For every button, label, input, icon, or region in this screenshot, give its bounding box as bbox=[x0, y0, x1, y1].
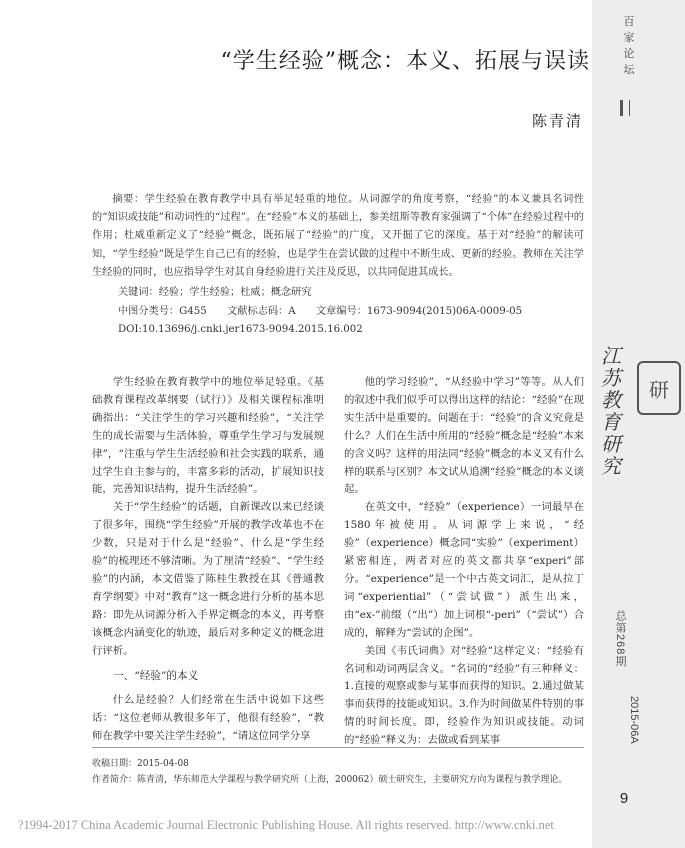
category-char: 百 bbox=[623, 15, 635, 28]
journal-seal-icon bbox=[637, 361, 681, 415]
paragraph: 什么是经验？人们经常在生活中说如下这些话：“这位老师从教很多年了，他很有经验”，“教师在教学中要关注学生经验”，“请这位同学分享 bbox=[92, 694, 324, 743]
seal-char: 研 bbox=[649, 377, 669, 402]
journal-char: 研 bbox=[601, 432, 621, 456]
journal-char: 苏 bbox=[601, 366, 621, 390]
abstract: 摘要：学生经验在教育教学中具有举足轻重的地位。从词源学的角度考察，“经验”的本义兼具名词性的“知识或技能”和动词性的“过程”。在“经验”本义的基础上，参美纽斯等教育家强调了“个体”在经验过程中的作用；杜威重新定义了“经验”概念，既拓展了“经验”的广度，又开掘了它的深度。基于对“经验”的解读可知，“学生经验”既是学生自己已有的经验，也是学生在尝试做的过程中不断生成、更新的经验。教师在关注学生经验的同时，也应指导学生对其自身经验进行关注及反思，以共同促进其成长。 bbox=[92, 194, 584, 278]
keywords: 关键词：经验；学生经验；杜威；概念研究 bbox=[118, 287, 312, 298]
article-title: “学生经验”概念：本义、拓展与误读 bbox=[220, 49, 590, 74]
category-char: 论 bbox=[623, 47, 635, 60]
paragraph: 在英文中，“经验”（experience）一词最早在1580年被使用。从词源学上来说，“经验”（experience）概念同“实验”（experiment）紧密相连，两者对应的英文都共享“experi”部分。“experience”是一个中古英文词汇，是从拉丁词“experiential”（“尝试做”）派生出来，由“ex-”前缀（“出”）加上词根“-peri”（“尝试”）合成的，解释为“尝试的企图”。 bbox=[344, 501, 584, 639]
page-number: 9 bbox=[619, 790, 629, 807]
journal-char: 江 bbox=[601, 344, 621, 368]
section-heading: 一、“经验”的本义 bbox=[113, 669, 199, 682]
sidebar-marker-icon bbox=[620, 100, 630, 116]
category-char: 坛 bbox=[623, 63, 635, 76]
footnote-author-bio: 作者简介：陈青清，华东师范大学课程与教学研究所（上海，200062）硕士研究生，主要研究方向为课程与教学理论。 bbox=[92, 775, 568, 785]
footnote-received-date: 收稿日期：2015-04-08 bbox=[92, 759, 189, 769]
paragraph: 学生经验在教育教学中的地位举足轻重。《基础教育课程改革纲要（试行）》及相关课程标准明确指出：“关注学生的学习兴趣和经验”，“关注学生的成长需要与生活体验，尊重学生学习与发展规律”，“注重与学生生活经验和社会实践的联系，通过学生自主参与的，丰富多彩的活动，扩展知识技能，完善知识结构，提升生活经验”。 bbox=[92, 376, 324, 496]
issue-info bbox=[612, 610, 652, 790]
paragraph: 他的学习经验”，“从经验中学习”等等。从人们的叙述中我们似乎可以得出这样的结论：“经验”在现实生活中是重要的。问题在于：“经验”的含义究竟是什么？人们在生活中所用的“经验”概念是“经验”本来的含义吗？这样的用法同“经验”概念的本义又有什么样的联系与区别？本文试从追溯“经验”概念的本义谈起。 bbox=[344, 376, 584, 496]
journal-char: 育 bbox=[601, 410, 621, 434]
journal-char: 教 bbox=[601, 388, 621, 412]
paragraph: 美国《韦氏词典》对“经验”这样定义：“经验有名词和动词两层含义。“名词的“经验”有三种释义：1.直接的观察或参与某事而获得的知识。2.通过做某事而获得的技能或知识。3.作为时间做某件特别的事情的时间长度。即，经验作为知识或技能。动词的“经验”释义为：去做或看到某事 bbox=[344, 644, 584, 747]
doi: DOI:10.13696/j.cnki.jer1673-9094.2015.16.002 bbox=[118, 324, 363, 335]
classification-info: 中图分类号：G455 文献标志码：A 文章编号：1673-9094(2015)06A-0009-05 bbox=[118, 306, 523, 317]
journal-logo bbox=[597, 344, 685, 478]
paragraph: 关于“学生经验”的话题，自新课改以来已经谈了很多年，围绕“学生经验”开展的教学改革也不在少数，只是对于什么是“经验”、什么是“学生经验”的梳理还不够清晰。为了厘清“经验”、“学生经验”的内涵，本文借鉴了陈桂生教授在其《普通教育学纲要》中对“教育”这一概念进行分析的基本思路：即先从词源分析入手界定概念的本义，再考察该概念内涵变化的轨迹，最后对多种定义的概念进行评析。 bbox=[92, 501, 324, 657]
article-author: 陈青清 bbox=[531, 112, 583, 130]
copyright-watermark: ?1994-2017 China Academic Journal Electronic Publishing House. All rights reserved. http://www.cnki.net bbox=[18, 818, 554, 832]
category-char: 家 bbox=[623, 31, 635, 44]
volume-number: 总第268期 bbox=[614, 610, 626, 668]
issue-date: 2015-06A bbox=[628, 696, 640, 744]
section-category bbox=[622, 14, 636, 78]
journal-name bbox=[601, 345, 627, 477]
body-column-left bbox=[92, 374, 324, 746]
journal-char: 究 bbox=[601, 454, 621, 478]
footnote-divider bbox=[92, 747, 584, 748]
body-column-right bbox=[344, 374, 584, 750]
